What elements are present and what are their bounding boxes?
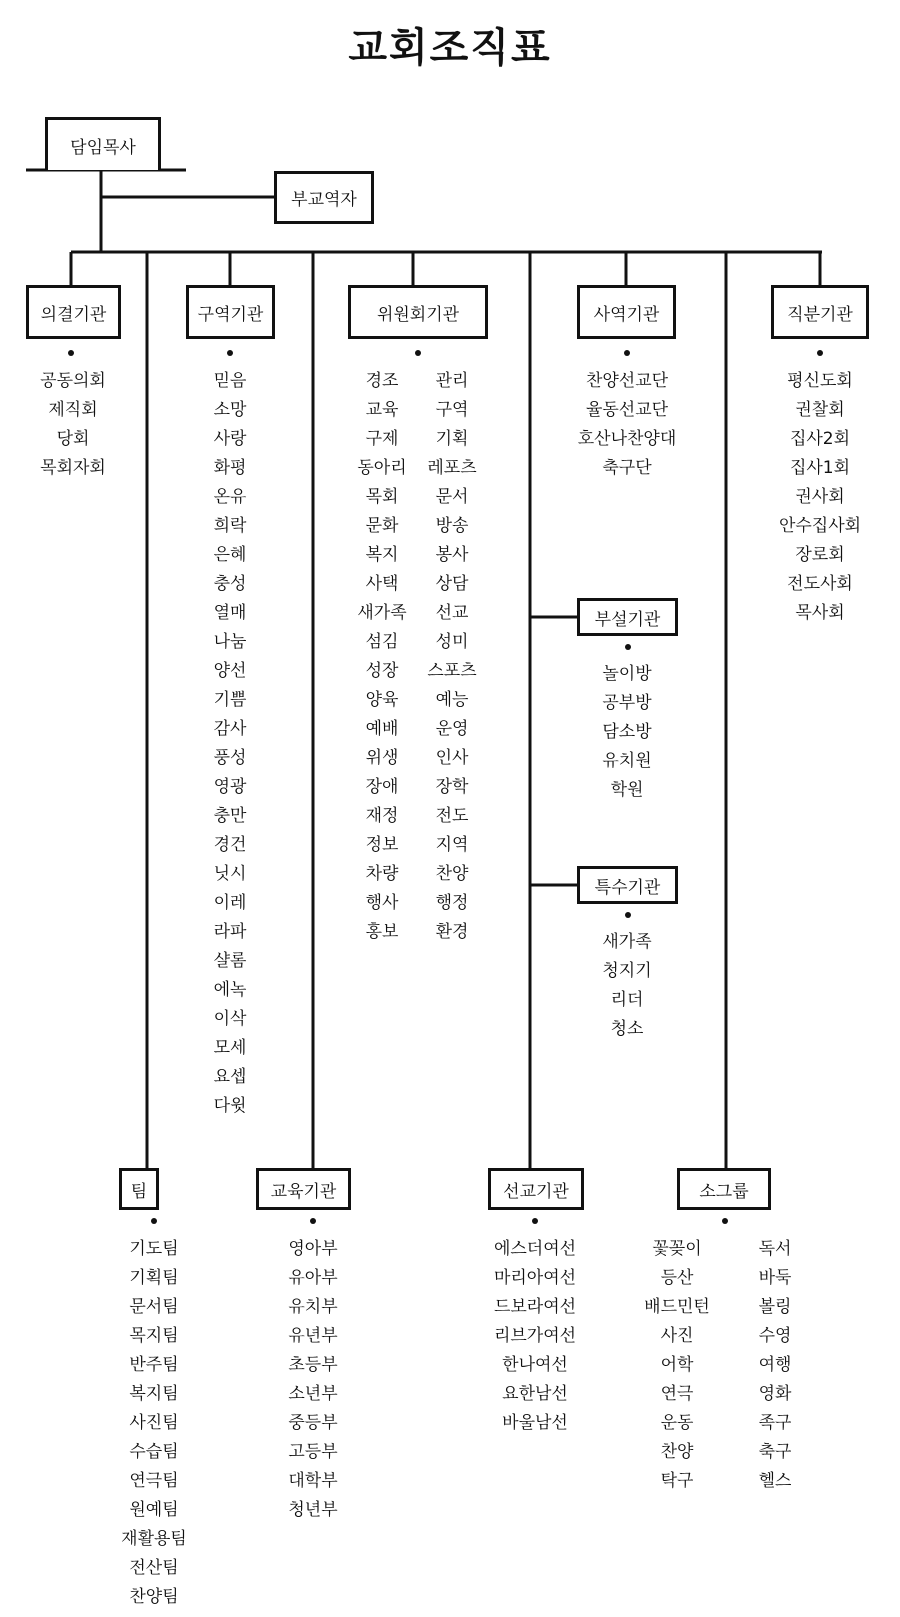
org-box-teuksu <box>577 866 678 904</box>
list-item: 청소 <box>610 1019 644 1039</box>
list-item: 유아부 <box>288 1268 338 1288</box>
list-item: 행정 <box>435 893 469 913</box>
org-label: 선교기관 <box>503 1181 569 1202</box>
list-item: 정보 <box>365 835 399 855</box>
list-item: 권사회 <box>795 487 845 507</box>
list-sayeok <box>557 367 697 483</box>
list-item: 레포츠 <box>427 458 477 478</box>
bullet-dot <box>68 350 74 356</box>
list-busel <box>577 660 677 805</box>
org-box-mission <box>488 1168 584 1210</box>
org-box-jikbun <box>771 285 869 339</box>
list-item: 풍성 <box>213 748 247 768</box>
list-item: 위생 <box>365 748 399 768</box>
list-item: 닛시 <box>213 864 247 884</box>
list-item: 상담 <box>435 574 469 594</box>
list-item: 양선 <box>213 661 247 681</box>
list-uigyeol <box>11 367 135 483</box>
list-item: 사택 <box>365 574 399 594</box>
list-jikbun <box>760 367 880 628</box>
list-item: 나눔 <box>213 632 247 652</box>
org-box-smallgroup <box>677 1168 771 1210</box>
bullet-dot <box>532 1218 538 1224</box>
list-item: 이삭 <box>213 1009 247 1029</box>
pastor-box <box>45 117 161 170</box>
list-item: 당회 <box>56 429 90 449</box>
list-item: 축구단 <box>602 458 652 478</box>
list-item: 방송 <box>435 516 469 536</box>
list-item: 찬양 <box>660 1442 694 1462</box>
list-item: 교육 <box>365 400 399 420</box>
list-item: 영광 <box>213 777 247 797</box>
list-item: 기획 <box>435 429 469 449</box>
list-item: 청지기 <box>602 961 652 981</box>
list-item: 희락 <box>213 516 247 536</box>
list-item: 구제 <box>365 429 399 449</box>
list-item: 기쁨 <box>213 690 247 710</box>
assistant-box <box>274 171 374 224</box>
list-item: 샬롬 <box>213 951 247 971</box>
list-item: 고등부 <box>288 1442 338 1462</box>
list-item: 경조 <box>365 371 399 391</box>
list-item: 감사 <box>213 719 247 739</box>
list-item: 어학 <box>660 1355 694 1375</box>
bullet-dot <box>624 350 630 356</box>
org-label: 부설기관 <box>594 609 661 630</box>
list-education <box>263 1235 363 1525</box>
list-item: 장애 <box>365 777 399 797</box>
list-item: 연극 <box>660 1384 694 1404</box>
list-item: 목회자회 <box>40 458 106 478</box>
list-item: 기획팀 <box>129 1268 179 1288</box>
list-item: 소년부 <box>288 1384 338 1404</box>
org-box-education <box>256 1168 351 1210</box>
list-item: 충성 <box>213 574 247 594</box>
list-item: 등산 <box>660 1268 694 1288</box>
list-item: 유치부 <box>288 1297 338 1317</box>
bullet-dot <box>415 350 421 356</box>
list-item: 공동의회 <box>40 371 106 391</box>
chart-title: 교회조직표 <box>348 24 552 71</box>
list-item: 권찰회 <box>795 400 845 420</box>
list-smallgroup-col2 <box>740 1235 810 1496</box>
list-item: 문화 <box>365 516 399 536</box>
list-item: 장로회 <box>795 545 845 565</box>
list-mission <box>475 1235 595 1438</box>
list-item: 율동선교단 <box>585 400 669 420</box>
list-item: 영화 <box>758 1384 792 1404</box>
list-item: 수영 <box>758 1326 792 1346</box>
list-item: 호산나찬양대 <box>577 429 677 449</box>
list-team <box>104 1235 204 1612</box>
list-item: 유치원 <box>602 751 652 771</box>
list-item: 독서 <box>758 1239 792 1259</box>
list-item: 소망 <box>213 400 247 420</box>
list-wiwonhoe-col2 <box>411 367 493 947</box>
list-item: 인사 <box>435 748 469 768</box>
list-item: 초등부 <box>288 1355 338 1375</box>
list-item: 예배 <box>365 719 399 739</box>
org-label: 위원회기관 <box>376 304 460 325</box>
org-label: 직분기관 <box>787 304 853 325</box>
org-box-sayeok <box>577 285 676 339</box>
list-item: 연극팀 <box>129 1471 179 1491</box>
list-item: 마리아여선 <box>493 1268 577 1288</box>
list-item: 성장 <box>365 661 399 681</box>
list-item: 선교 <box>435 603 469 623</box>
list-item: 평신도회 <box>787 371 853 391</box>
list-item: 문서팀 <box>129 1297 179 1317</box>
list-item: 모세 <box>213 1038 247 1058</box>
list-item: 문서 <box>435 487 469 507</box>
list-item: 찬양 <box>435 864 469 884</box>
assistant-label: 부교역자 <box>291 190 357 210</box>
list-item: 반주팀 <box>129 1355 179 1375</box>
bullet-dot <box>625 912 631 918</box>
list-item: 학원 <box>610 780 644 800</box>
list-item: 유년부 <box>288 1326 338 1346</box>
bullet-dot <box>817 350 823 356</box>
list-item: 지역 <box>435 835 469 855</box>
list-item: 은혜 <box>213 545 247 565</box>
list-item: 사랑 <box>213 429 247 449</box>
org-box-uigyeol <box>26 285 121 339</box>
bullet-dot <box>310 1218 316 1224</box>
list-item: 헬스 <box>758 1471 792 1491</box>
list-item: 복지 <box>365 545 399 565</box>
list-item: 대학부 <box>288 1471 338 1491</box>
list-item: 양육 <box>365 690 399 710</box>
list-item: 운동 <box>660 1413 694 1433</box>
list-item: 충만 <box>213 806 247 826</box>
list-item: 꽃꽂이 <box>652 1239 702 1259</box>
org-box-guyeok <box>186 285 275 339</box>
list-item: 배드민턴 <box>644 1297 710 1317</box>
list-item: 집사2회 <box>789 429 851 449</box>
list-item: 수습팀 <box>129 1442 179 1462</box>
list-item: 관리 <box>435 371 469 391</box>
list-item: 운영 <box>435 719 469 739</box>
list-item: 족구 <box>758 1413 792 1433</box>
list-item: 이레 <box>213 893 247 913</box>
list-item: 리더 <box>610 990 644 1010</box>
list-item: 볼링 <box>758 1297 792 1317</box>
org-label: 팀 <box>130 1181 148 1202</box>
list-item: 차량 <box>365 864 399 884</box>
list-item: 성미 <box>435 632 469 652</box>
list-item: 목사회 <box>795 603 845 623</box>
list-teuksu <box>577 928 677 1044</box>
list-item: 에녹 <box>213 980 247 1000</box>
list-item: 바울남선 <box>502 1413 568 1433</box>
list-item: 리브가여선 <box>493 1326 577 1346</box>
org-label: 소그룹 <box>699 1181 749 1202</box>
list-item: 찬양팀 <box>129 1587 179 1607</box>
list-item: 목회 <box>365 487 399 507</box>
list-item: 축구 <box>758 1442 792 1462</box>
list-item: 영아부 <box>288 1239 338 1259</box>
list-item: 중등부 <box>288 1413 338 1433</box>
list-item: 원예팀 <box>129 1500 179 1520</box>
list-item: 봉사 <box>435 545 469 565</box>
org-box-busel <box>577 598 678 636</box>
list-item: 집사1회 <box>789 458 851 478</box>
list-item: 탁구 <box>660 1471 694 1491</box>
list-item: 새가족 <box>602 932 652 952</box>
list-item: 전도사회 <box>787 574 853 594</box>
list-item: 믿음 <box>213 371 247 391</box>
list-item: 열매 <box>213 603 247 623</box>
org-box-wiwonhoe <box>348 285 488 339</box>
list-item: 온유 <box>213 487 247 507</box>
list-item: 환경 <box>435 922 469 942</box>
list-item: 전도 <box>435 806 469 826</box>
list-item: 공부방 <box>602 693 652 713</box>
org-label: 특수기관 <box>594 877 661 898</box>
org-label: 구역기관 <box>197 304 264 325</box>
list-item: 행사 <box>365 893 399 913</box>
pastor-label: 담임목사 <box>70 137 136 158</box>
list-item: 홍보 <box>365 922 399 942</box>
list-item: 새가족 <box>357 603 407 623</box>
bullet-dot <box>227 350 233 356</box>
list-item: 에스더여선 <box>493 1239 577 1259</box>
list-item: 복지팀 <box>129 1384 179 1404</box>
org-label: 사역기관 <box>593 304 660 325</box>
bullet-dot <box>151 1218 157 1224</box>
list-item: 사진 <box>660 1326 694 1346</box>
list-item: 찬양선교단 <box>585 371 669 391</box>
bullet-dot <box>722 1218 728 1224</box>
list-item: 드보라여선 <box>493 1297 577 1317</box>
list-item: 안수집사회 <box>778 516 862 536</box>
list-item: 화평 <box>213 458 247 478</box>
org-label: 의결기관 <box>40 304 107 325</box>
list-item: 라파 <box>213 922 247 942</box>
list-item: 바둑 <box>758 1268 792 1288</box>
list-item: 예능 <box>435 690 469 710</box>
list-item: 섬김 <box>365 632 399 652</box>
list-item: 제직회 <box>48 400 98 420</box>
list-item: 한나여선 <box>502 1355 568 1375</box>
list-item: 사진팀 <box>129 1413 179 1433</box>
list-item: 놀이방 <box>602 664 652 684</box>
list-item: 재정 <box>365 806 399 826</box>
list-item: 청년부 <box>288 1500 338 1520</box>
list-smallgroup-col1 <box>632 1235 722 1496</box>
list-guyeok <box>180 367 280 1121</box>
list-item: 요한남선 <box>502 1384 568 1404</box>
list-item: 전산팀 <box>129 1558 179 1578</box>
list-item: 장학 <box>435 777 469 797</box>
list-item: 요셉 <box>213 1067 247 1087</box>
list-item: 다윗 <box>213 1096 247 1116</box>
org-box-team <box>119 1168 159 1210</box>
bullet-dot <box>625 644 631 650</box>
list-item: 동아리 <box>357 458 407 478</box>
list-item: 경건 <box>213 835 247 855</box>
list-item: 스포츠 <box>427 661 477 681</box>
org-label: 교육기관 <box>270 1181 337 1202</box>
list-item: 기도팀 <box>129 1239 179 1259</box>
list-item: 담소방 <box>602 722 652 742</box>
list-item: 목지팀 <box>129 1326 179 1346</box>
list-item: 여행 <box>758 1355 792 1375</box>
list-item: 구역 <box>435 400 469 420</box>
list-item: 재활용팀 <box>121 1529 187 1549</box>
